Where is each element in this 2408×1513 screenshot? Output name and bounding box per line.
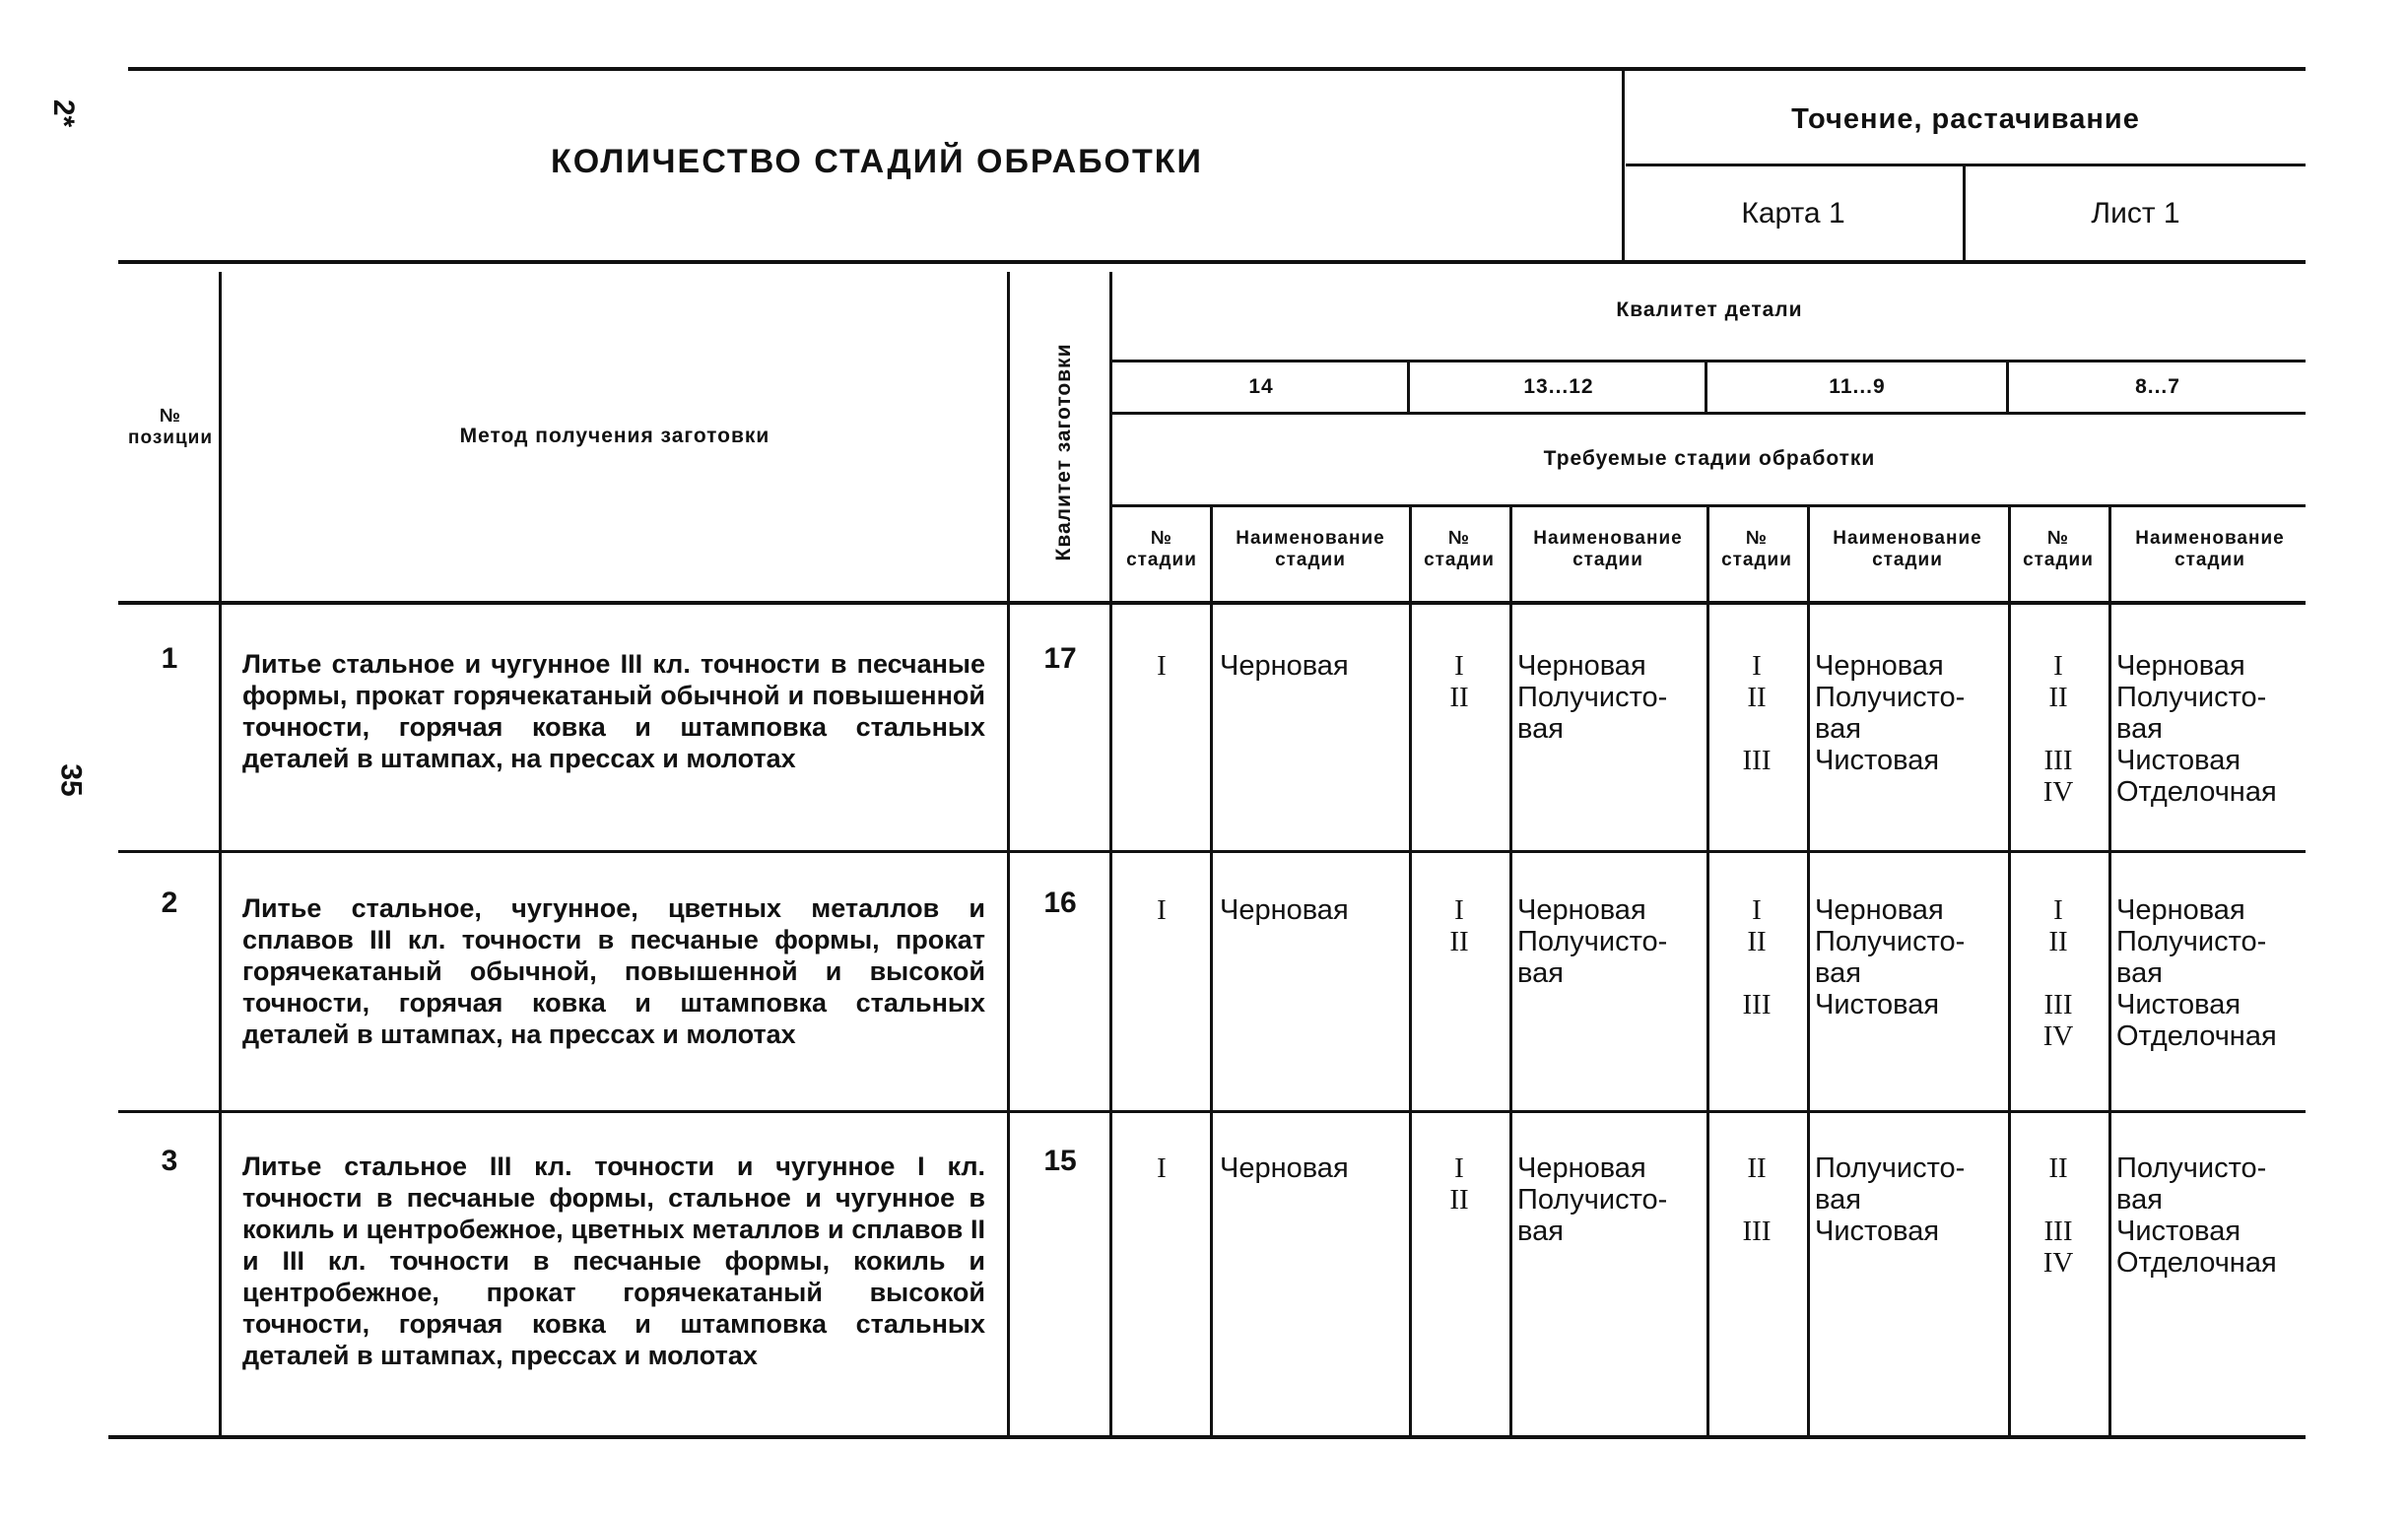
card-label: Карта 1: [1741, 197, 1845, 230]
row-position: 1: [161, 642, 178, 675]
stage-names: Черновая: [1220, 650, 1349, 682]
stage-name-header: Наименование стадии: [1833, 528, 1982, 570]
row-method: Литье стальное III кл. точности и чугунное I кл. точности в песчаные формы, стальное и чугунное в кокиль и центробежное, цветных металлов и сплавов II и III кл. точности в песчаные формы, кокиль и центробежное, прокат горячекатаный высокой точности, горячая ковка и штамповка стальных деталей в штампах, прессах и молотах: [242, 1151, 985, 1370]
stage-numbers: I: [1157, 1152, 1167, 1184]
stage-no-header: № стадии: [1126, 528, 1197, 570]
stage-names: Черновая Получисто- вая Чистовая: [1815, 894, 1966, 1020]
stage-no-header: № стадии: [1424, 528, 1495, 570]
stage-names: Черновая Получисто- вая Чистовая Отделочная: [2116, 894, 2277, 1052]
row-blank-grade: 17: [1043, 642, 1077, 675]
stage-no-header: № стадии: [2023, 528, 2094, 570]
stage-names: Черновая: [1220, 1152, 1349, 1184]
header-divider: [1622, 67, 1625, 260]
page-mark: 2*: [47, 99, 81, 128]
page-number: 35: [54, 763, 88, 797]
part-grade-header: Квалитет детали: [1616, 298, 1803, 321]
col-position-header: № позиции: [128, 406, 213, 448]
sheet-label: Лист 1: [2091, 197, 2180, 230]
grade-14: 14: [1248, 375, 1274, 398]
stage-name-header: Наименование стадии: [1533, 528, 1683, 570]
stage-numbers: II III IV: [2042, 1152, 2074, 1279]
stage-numbers: I II III IV: [2042, 894, 2074, 1052]
operation-underline: [1626, 164, 2306, 166]
row-blank-grade: 16: [1043, 887, 1077, 919]
stage-names: Получисто- вая Чистовая: [1815, 1152, 1966, 1247]
stage-numbers: I II III: [1742, 894, 1772, 1020]
stage-numbers: I II: [1449, 650, 1469, 713]
stage-no-header: № стадии: [1721, 528, 1792, 570]
page-title: КОЛИЧЕСТВО СТАДИЙ ОБРАБОТКИ: [551, 143, 1203, 180]
stage-names: Черновая Получисто- вая: [1517, 1152, 1668, 1247]
row-position: 2: [161, 887, 178, 919]
stage-name-header: Наименование стадии: [2135, 528, 2285, 570]
table-bottom-border: [108, 1435, 2306, 1439]
stage-numbers: II III: [1742, 1152, 1772, 1247]
stage-names: Черновая Получисто- вая Чистовая Отделочная: [2116, 650, 2277, 808]
stage-numbers: I II III: [1742, 650, 1772, 776]
table-top-border: [118, 260, 2306, 264]
grade-13-12: 13...12: [1523, 375, 1594, 398]
top-border: [128, 67, 2306, 71]
stage-name-header: Наименование стадии: [1236, 528, 1385, 570]
row-position: 3: [161, 1145, 178, 1177]
col-blank-grade-header: Квалитет заготовки: [1052, 343, 1075, 561]
stage-names: Черновая: [1220, 894, 1349, 926]
grade-11-9: 11...9: [1829, 375, 1886, 398]
stage-numbers: I: [1157, 894, 1167, 926]
stage-names: Черновая Получисто- вая Чистовая: [1815, 650, 1966, 776]
stage-numbers: I: [1157, 650, 1167, 682]
operation-label: Точение, растачивание: [1791, 103, 2140, 135]
stage-names: Черновая Получисто- вая: [1517, 894, 1668, 989]
row-blank-grade: 15: [1043, 1145, 1077, 1177]
stage-names: Черновая Получисто- вая: [1517, 650, 1668, 745]
grade-8-7: 8...7: [2135, 375, 2180, 398]
stage-numbers: I II III IV: [2042, 650, 2074, 808]
stage-numbers: I II: [1449, 894, 1469, 957]
stage-numbers: I II: [1449, 1152, 1469, 1216]
required-stages-header: Требуемые стадии обработки: [1543, 447, 1876, 470]
col-method-header: Метод получения заготовки: [459, 425, 770, 447]
row-method: Литье стальное и чугунное III кл. точности в песчаные формы, прокат горячекатаный обычной и повышенной точности, горячая ковка и штамповка стальных деталей в штампах, на прессах и молотах: [242, 649, 985, 773]
stage-names: Получисто- вая Чистовая Отделочная: [2116, 1152, 2277, 1279]
row-method: Литье стальное, чугунное, цветных металлов и сплавов III кл. точности в песчаные формы, прокат горячекатаный обычной, повышенной и высокой точности, горячая ковка и штамповка стальных деталей в штампах, на прессах и молотах: [242, 893, 985, 1049]
